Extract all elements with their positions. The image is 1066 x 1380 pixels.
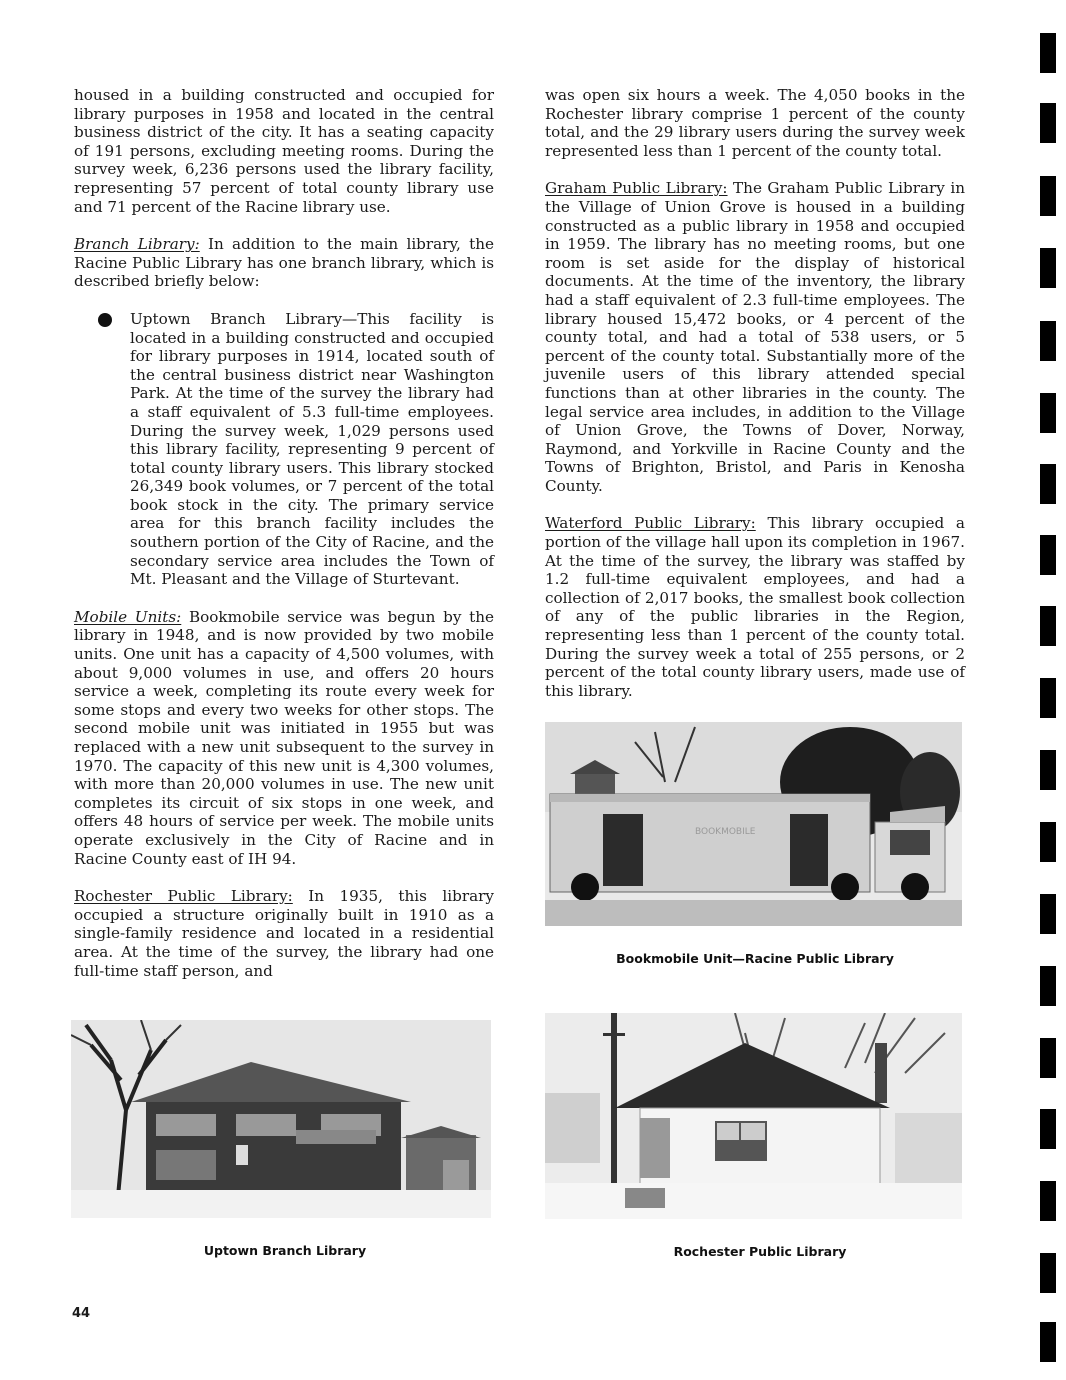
branch-library-paragraph <box>74 235 494 291</box>
branch-library-text: In addition to the main library, the Racine Public Library has one branch library, which is described briefly below: <box>74 235 494 291</box>
edge-mark <box>1040 464 1056 504</box>
rochester-heading: Rochester Public Library: <box>74 887 293 906</box>
bookmobile-photo <box>545 722 962 926</box>
rochester-photo <box>545 1013 962 1219</box>
mobile-units-heading: Mobile Units: <box>74 607 182 626</box>
uptown-branch-photo <box>71 1020 491 1218</box>
edge-mark <box>1040 103 1056 143</box>
uptown-branch-text: Uptown Branch Library—This facility is located in a building constructed and occupied for library purposes in 1914, located south of the central business district near Washington Park. At the time of the survey the library had a staff equivalent of 5.3 full-time employees. During the survey week, 1,029 persons used this library facility, representing 9 percent of total county library users. This library stocked 26,349 book volumes, or 7 percent of the total book stock in the city. The primary service area for this branch facility includes the southern portion of the City of Racine, and the secondary service area includes the Town of Mt. Pleasant and the Village of Sturtevant. <box>130 309 494 589</box>
edge-mark <box>1040 606 1056 646</box>
branch-library-heading: Branch Library: <box>74 235 200 254</box>
edge-mark <box>1040 1181 1056 1221</box>
rochester-paragraph <box>74 887 494 980</box>
waterford-heading: Waterford Public Library: <box>545 514 756 533</box>
right-column <box>545 86 965 719</box>
edge-mark <box>1040 33 1056 73</box>
rochester-text: In 1935, this library occupied a structure originally built in 1910 as a single-family residence and located in a residential area. At the time of the survey, the library had one full-time staff person, and <box>74 887 494 980</box>
bookmobile-caption: Bookmobile Unit—Racine Public Library <box>616 951 894 966</box>
main-library-paragraph: housed in a building constructed and occupied for library purposes in 1958 and located in the central business district of the city. It has a seating capacity of 191 persons, excluding meeting rooms. During the survey week, 6,236 persons used the library facility, representing 57 percent of total county library use and 71 percent of the Racine library use. <box>74 86 494 216</box>
waterford-paragraph <box>545 514 965 700</box>
edge-mark <box>1040 1038 1056 1078</box>
rochester-caption: Rochester Public Library <box>673 1244 847 1259</box>
rochester-continued-paragraph: was open six hours a week. The 4,050 books in the Rochester library comprise 1 percent of the county total, and the 29 library users during the survey week represented less than 1 percent of the county total. <box>545 86 965 160</box>
page-number: 44 <box>72 1306 91 1321</box>
bullet-icon <box>98 313 112 327</box>
edge-mark <box>1040 248 1056 288</box>
edge-mark <box>1040 822 1056 862</box>
edge-mark <box>1040 535 1056 575</box>
graham-paragraph <box>545 179 965 495</box>
edge-mark <box>1040 750 1056 790</box>
edge-mark <box>1040 1109 1056 1149</box>
edge-mark <box>1040 1322 1056 1362</box>
graham-heading: Graham Public Library: <box>545 179 728 198</box>
edge-mark <box>1040 894 1056 934</box>
waterford-text: This library occupied a portion of the village hall upon its completion in 1967. At the time of the survey, the library was staffed by 1.2 full-time equivalent employees, and had a collection of 2,017 books, the smallest book collection of any of the public libraries in the Region, representing less than 1 percent of the county total. During the survey week a total of 255 persons, or 2 percent of the total county library users, made use of this library. <box>545 514 965 700</box>
edge-mark <box>1040 966 1056 1006</box>
uptown-branch-bullet <box>74 310 494 589</box>
bookmobile-sign: BOOKMOBILE <box>695 827 756 837</box>
edge-mark <box>1040 393 1056 433</box>
edge-mark <box>1040 321 1056 361</box>
graham-text: The Graham Public Library in the Village of Union Grove is housed in a building constructed as a public library in 1958 and occupied in 1959. The library has no meeting rooms, but one room is set aside for the display of historical documents. At the time of the inventory, the library had a staff equivalent of 2.3 full-time employees. The library housed 15,472 books, or 4 percent of the county total, and had a total of 538 users, or 5 percent of the county total. Substantially more of the juvenile users of this library attended special functions than at other libraries in the county. The legal service area includes, in addition to the Village of Union Grove, the Towns of Dover, Norway, Raymond, and Yorkville in Racine County and the Towns of Brighton, Bristol, and Paris in Kenosha County. <box>545 179 965 495</box>
edge-mark <box>1040 1253 1056 1293</box>
mobile-units-paragraph <box>74 608 494 868</box>
edge-mark <box>1040 678 1056 718</box>
mobile-units-text: Bookmobile service was begun by the library in 1948, and is now provided by two mobile units. One unit has a capacity of 4,500 volumes, with about 9,000 volumes in use, and offers 20 hours service a week, completing its route every week for some stops and every two weeks for other stops. The second mobile unit was initiated in 1955 but was replaced with a new unit subsequent to the survey in 1970. The capacity of this new unit is 4,300 volumes, with more than 20,000 volumes in use. The new unit completes its circuit of six stops in one week, and offers 48 hours of service per week. The mobile units operate exclusively in the City of Racine and in Racine County east of IH 94. <box>74 607 494 868</box>
left-column <box>74 86 494 999</box>
uptown-caption: Uptown Branch Library <box>203 1243 367 1258</box>
edge-mark <box>1040 176 1056 216</box>
